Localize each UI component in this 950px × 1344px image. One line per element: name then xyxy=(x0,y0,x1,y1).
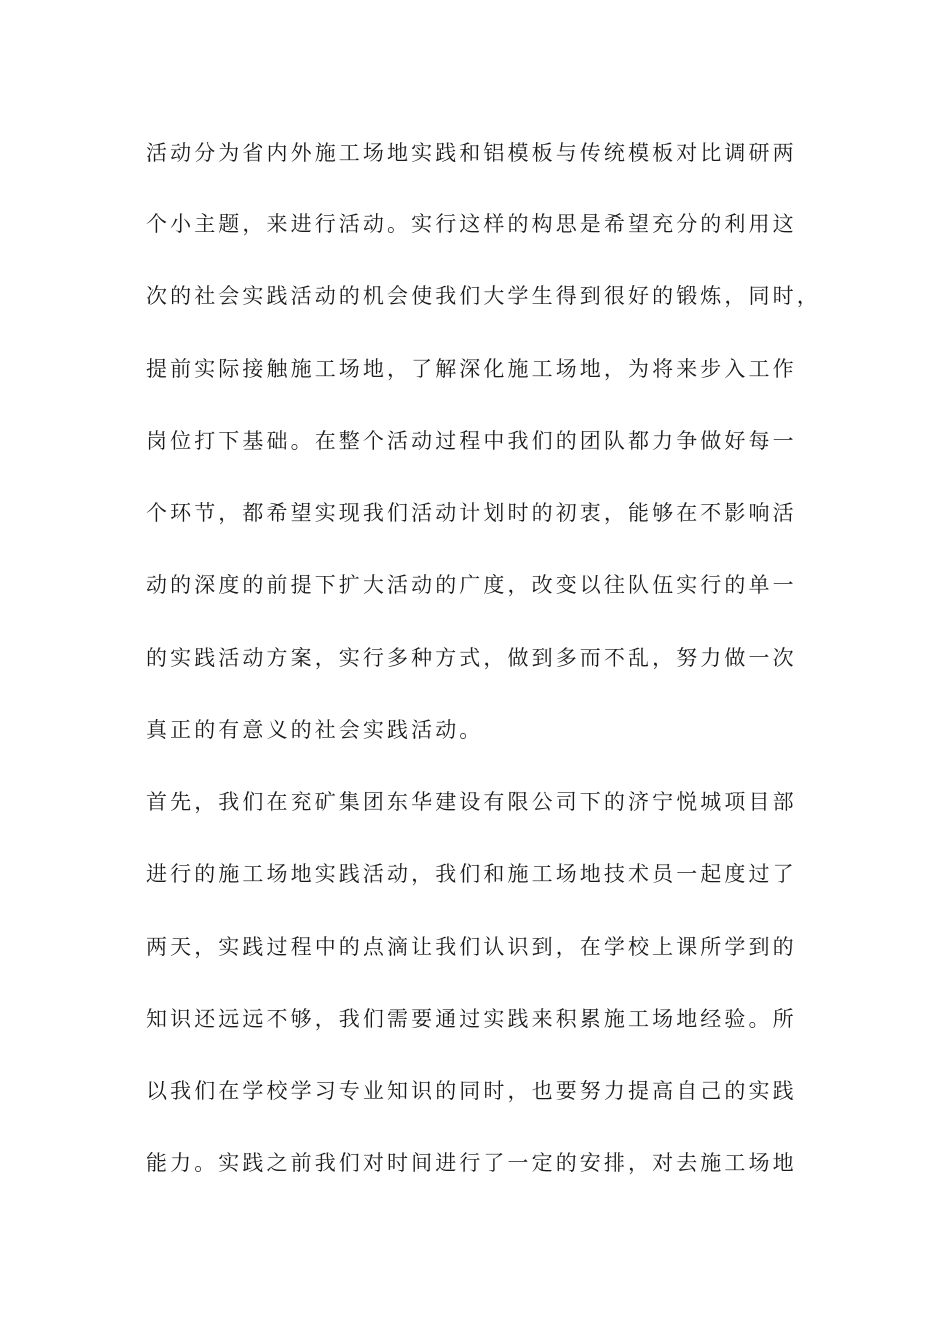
text-line: 真正的有意义的社会实践活动。 xyxy=(146,718,484,742)
text-line: 以我们在学校学习专业知识的同时，也要努力提高自己的实践 xyxy=(146,1079,797,1103)
text-line: 的实践活动方案，实行多种方式，做到多而不乱，努力做一次 xyxy=(146,646,797,670)
text-line: 首先，我们在兖矿集团东华建设有限公司下的济宁悦城项目部 xyxy=(146,790,797,814)
text-line: 次的社会实践活动的机会使我们大学生得到很好的锻炼，同时， xyxy=(146,284,821,308)
text-line: 知识还远远不够，我们需要通过实践来积累施工场地经验。所 xyxy=(146,1007,797,1031)
text-line: 两天，实践过程中的点滴让我们认识到，在学校上课所学到的 xyxy=(146,935,797,959)
text-line: 活动分为省内外施工场地实践和铝模板与传统模板对比调研两 xyxy=(146,141,797,165)
text-line: 动的深度的前提下扩大活动的广度，改变以往队伍实行的单一 xyxy=(146,573,797,597)
text-line: 岗位打下基础。在整个活动过程中我们的团队都力争做好每一 xyxy=(146,429,797,453)
text-line: 能力。实践之前我们对时间进行了一定的安排，对去施工场地 xyxy=(146,1151,797,1175)
text-line: 个环节，都希望实现我们活动计划时的初衷，能够在不影响活 xyxy=(146,501,797,525)
text-line: 个小主题，来进行活动。实行这样的构思是希望充分的利用这 xyxy=(146,212,797,236)
text-line: 进行的施工场地实践活动，我们和施工场地技术员一起度过了 xyxy=(146,862,797,886)
text-line: 提前实际接触施工场地，了解深化施工场地，为将来步入工作 xyxy=(146,357,797,381)
